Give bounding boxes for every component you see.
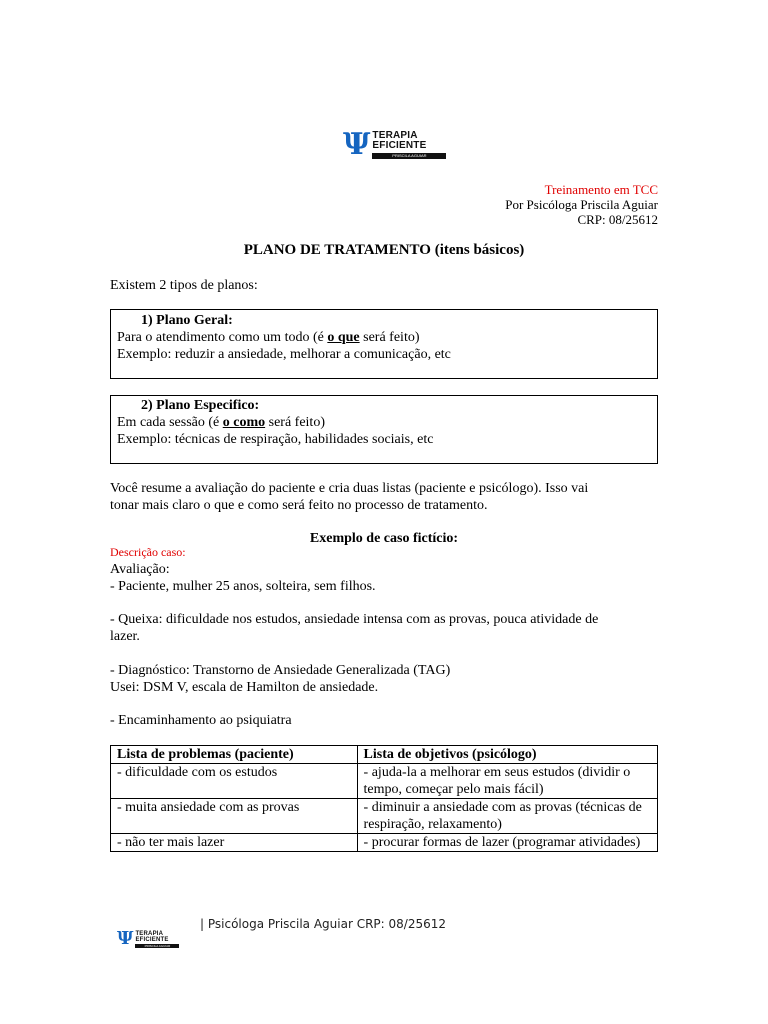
intro-text: Existem 2 tipos de planos: <box>110 278 258 293</box>
plan-specific-line1: Em cada sessão (é o como será feito) <box>117 415 325 430</box>
table-cell-problem: - muita ansiedade com as provas <box>111 799 358 834</box>
plan-specific-line2: Exemplo: técnicas de respiração, habilidades sociais, etc <box>117 432 434 447</box>
plan-specific-emphasis: o como <box>222 415 266 430</box>
plan-general-line1: Para o atendimento como um todo (é o que será feito) <box>117 330 420 345</box>
table-cell-problem: - dificuldade com os estudos <box>111 764 358 799</box>
case-queixa-line2: lazer. <box>110 629 140 644</box>
plan-general-heading: 1) Plano Geral: <box>141 313 233 328</box>
table-cell-objective: - diminuir a ansiedade com as provas (técnicas de respiração, relaxamento) <box>357 799 657 834</box>
logo-line2: EFICIENTE <box>372 140 427 151</box>
case-avaliacao: Avaliação: <box>110 562 170 577</box>
logo-bar: PRISCILA AGUIAR <box>372 153 446 159</box>
problems-objectives-table <box>110 745 658 852</box>
case-encaminhamento: - Encaminhamento ao psiquiatra <box>110 713 292 728</box>
case-paciente: - Paciente, mulher 25 anos, solteira, sem filhos. <box>110 579 376 594</box>
attribution <box>505 182 658 227</box>
table-row <box>111 764 658 799</box>
case-usei-line: Usei: DSM V, escala de Hamilton de ansiedade. <box>110 680 379 695</box>
table-header-problems: Lista de problemas (paciente) <box>111 746 358 764</box>
case-queixa <box>110 611 598 645</box>
table-cell-objective: - procurar formas de lazer (programar atividades) <box>357 834 657 852</box>
footer-logo-wordmark <box>135 931 179 948</box>
plan-general-box <box>110 309 658 379</box>
table-row <box>111 834 658 852</box>
footer-logo-line2: EFICIENTE <box>135 936 169 943</box>
psi-logo-icon: Ψ <box>117 928 134 949</box>
case-diagnostico <box>110 662 450 696</box>
summary-line1: Você resume a avaliação do paciente e cria duas listas (paciente e psicólogo). Isso vai <box>110 481 589 496</box>
page-title: PLANO DE TRATAMENTO (itens básicos) <box>243 242 525 258</box>
attribution-author: Por Psicóloga Priscila Aguiar <box>505 197 658 212</box>
table-header-objectives: Lista de objetivos (psicólogo) <box>357 746 657 764</box>
table-cell-problem: - não ter mais lazer <box>111 834 358 852</box>
footer-logo-line1: TERAPIA <box>135 930 164 937</box>
attribution-course: Treinamento em TCC <box>544 182 658 197</box>
case-label: Descrição caso: <box>110 545 186 559</box>
table-header-row <box>111 746 658 764</box>
footer-logo-bar: PRISCILA AGUIAR <box>135 944 179 948</box>
table-row <box>111 799 658 834</box>
logo-line1: TERAPIA <box>372 130 418 141</box>
plan-general-emphasis: o que <box>327 330 360 345</box>
plan-specific-heading: 2) Plano Especifico: <box>141 398 260 413</box>
case-diagnostico-line: - Diagnóstico: Transtorno de Ansiedade Generalizada (TAG) <box>110 663 451 678</box>
plan-specific-box <box>110 395 658 464</box>
summary-line2: tonar mais claro o que e como será feito no processo de tratamento. <box>110 498 488 513</box>
footer-logo <box>117 930 179 948</box>
logo-wordmark <box>372 131 446 159</box>
attribution-crp: CRP: 08/25612 <box>577 212 658 227</box>
example-heading: Exemplo de caso fictício: <box>309 531 459 546</box>
psi-logo-icon: Ψ <box>343 127 371 162</box>
header-logo <box>343 127 446 162</box>
plan-general-line2: Exemplo: reduzir a ansiedade, melhorar a comunicação, etc <box>117 347 451 362</box>
footer-text: | Psicóloga Priscila Aguiar CRP: 08/25612 <box>200 917 447 931</box>
table-cell-objective: - ajuda-la a melhorar em seus estudos (dividir o tempo, começar pelo mais fácil) <box>357 764 657 799</box>
case-queixa-line1: - Queixa: dificuldade nos estudos, ansiedade intensa com as provas, pouca atividade de <box>110 612 599 627</box>
summary-paragraph <box>110 480 588 514</box>
